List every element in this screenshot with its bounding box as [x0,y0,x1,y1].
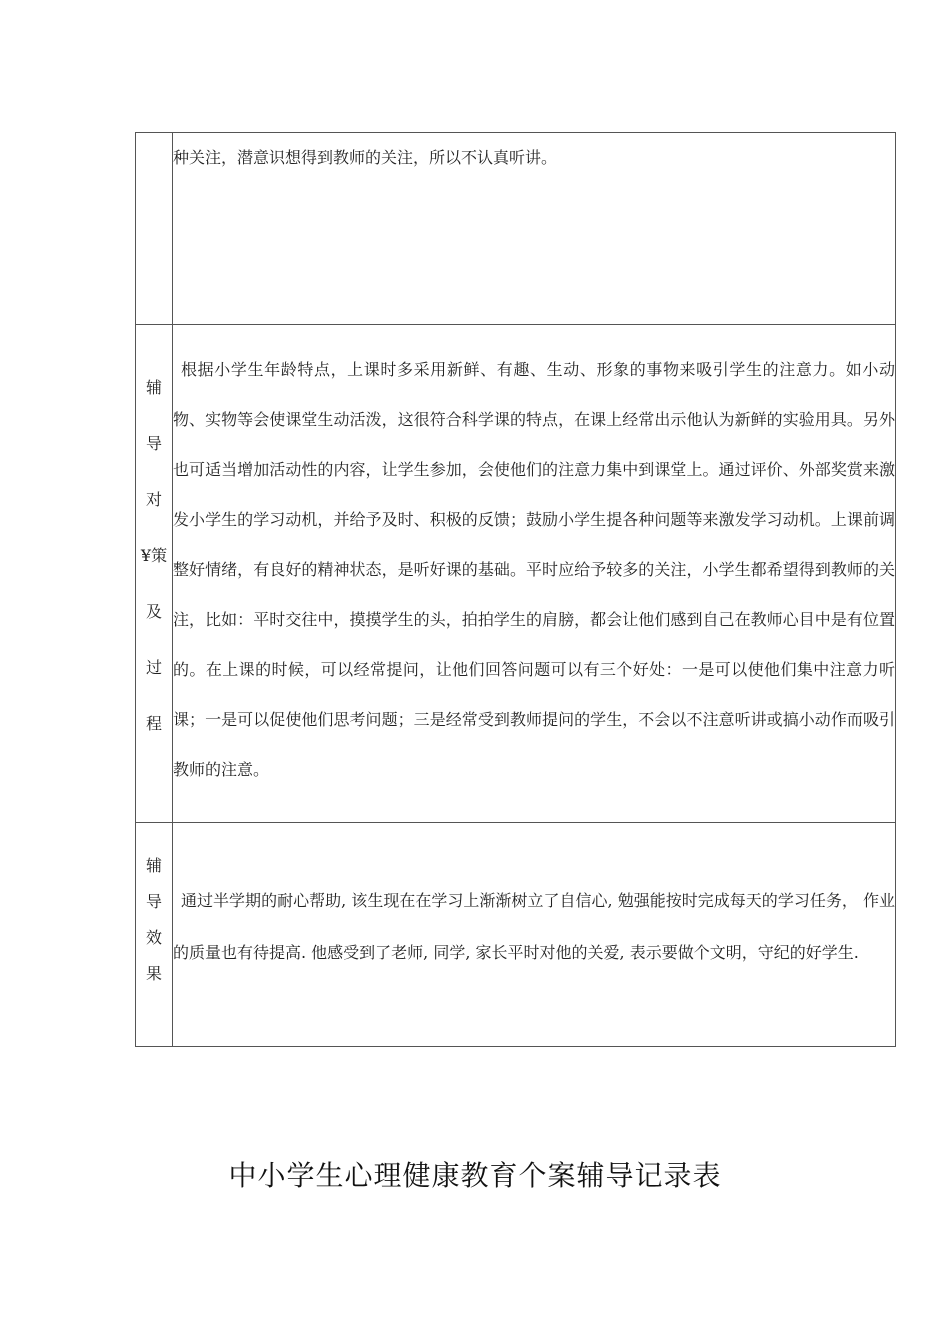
label-char: 效 [145,928,162,947]
label-char: 对 [145,490,162,509]
row-label-effect [136,823,173,1047]
content-cell [173,823,896,1047]
label-char: 程 [145,714,162,733]
label-char: 及 [145,602,162,621]
content-cell [173,325,896,823]
table-row [136,823,896,1047]
row-label-cell [136,133,173,325]
label-char: 辅 [145,856,162,875]
document-title: 中小学生心理健康教育个案辅导记录表 [228,1159,722,1192]
label-char: 过 [145,658,162,677]
label-char: ¥策 [140,546,168,565]
table-row [136,325,896,823]
label-char: 辅 [145,378,162,397]
label-char: 导 [145,434,162,453]
cause-continuation-text: 种关注，潜意识想得到教师的关注，所以不认真听讲。 [173,148,558,167]
row-label-strategy [136,325,173,823]
record-table [135,132,896,1047]
strategy-text: 根据小学生年龄特点，上课时多采用新鲜、有趣、生动、形象的事物来吸引学生的注意力。如小动物、实物等会使课堂生动活泼，这很符合科学课的特点，在课上经常出示他认为新鲜的实验用具。另外也可适当增加活动性的内容，让学生参加，会使他们的注意力集中到课堂上。通过评价、外部奖赏来激发小学生的学习动机，并给予及时、积极的反馈；鼓励小学生提各种问题等来激发学习动机。上课前调整好情绪，有良好的精神状态，是听好课的基础。平时应给予较多的关注，小学生都希望得到教师的关注，比如：平时交往中，摸摸学生的头，拍拍学生的肩膀，都会让他们感到自己在教师心目中是有位置的。在上课的时候，可以经常提问，让他们回答问题可以有三个好处：一是可以使他们集中注意力听课；一是可以促使他们思考问题；三是经常受到教师提问的学生，不会以不注意听讲或搞小动作而吸引教师的注意。 [173,360,895,779]
label-char: 导 [145,892,162,911]
label-char: 果 [145,964,162,983]
effect-text: 通过半学期的耐心帮助, 该生现在在学习上渐渐树立了自信心, 勉强能按时完成每天的学习任务， 作业的质量也有待提高. 他感受到了老师, 同学, 家长平时对他的关爱, 表示要做个文明，守纪的好学生. [173,891,895,962]
table-row [136,133,896,325]
content-cell [173,133,896,325]
